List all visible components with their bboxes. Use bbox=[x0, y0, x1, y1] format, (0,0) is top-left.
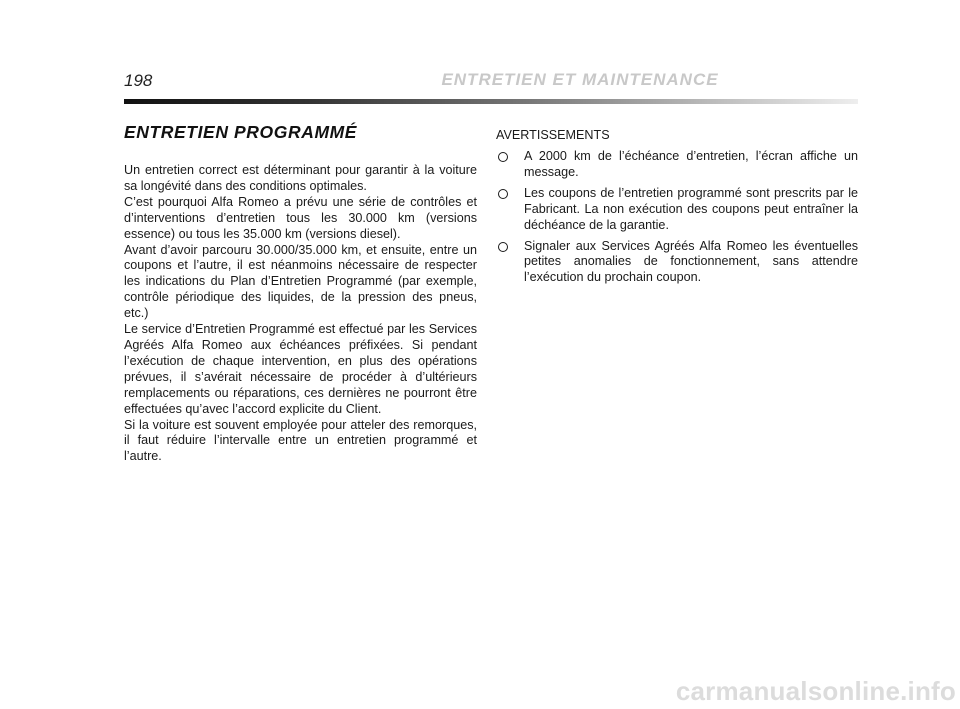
list-item bbox=[496, 149, 858, 181]
warning-text: Les coupons de l’entretien programmé sont prescrits par le Fabricant. La non exécution des coupons peut entraîner la déchéance de la garantie. bbox=[524, 185, 858, 232]
paragraph-3: Avant d’avoir parcouru 30.000/35.000 km, et ensuite, entre un coupons et l’autre, il est néanmoins nécessaire de respecter les indications du Plan d’Entretien Programmé (par exemple, contrôle périodique des liquides, de la pression des pneus, etc.) bbox=[124, 242, 477, 321]
paragraph-2: C’est pourquoi Alfa Romeo a prévu une série de contrôles et d’interventions d’entretien tous les 30.000 km (versions essence) ou tous les 35.000 km (versions diesel). bbox=[124, 194, 477, 241]
circle-bullet-icon bbox=[498, 242, 508, 252]
main-column bbox=[124, 122, 477, 465]
section-title: ENTRETIEN PROGRAMMÉ bbox=[124, 122, 358, 142]
paragraph-5: Si la voiture est souvent employée pour atteler des remorques, il faut réduire l’intervalle entre un entretien programmé et l’autre. bbox=[124, 417, 477, 464]
circle-bullet-icon bbox=[498, 152, 508, 162]
circle-bullet-icon bbox=[498, 189, 508, 199]
warning-text: A 2000 km de l’échéance d’entretien, l’écran affiche un message. bbox=[524, 149, 858, 179]
warnings-column bbox=[496, 127, 858, 291]
header-divider bbox=[124, 99, 858, 104]
body-text bbox=[124, 163, 477, 465]
warnings-list bbox=[496, 149, 858, 286]
page-number: 198 bbox=[124, 71, 153, 90]
watermark: carmanualsonline.info bbox=[675, 676, 956, 706]
list-item bbox=[496, 239, 858, 287]
warning-text: Signaler aux Services Agréés Alfa Romeo les éventuelles petites anomalies de fonctionnement, sans attendre l’exécution du prochain coupon. bbox=[524, 238, 858, 285]
running-header-title: ENTRETIEN ET MAINTENANCE bbox=[441, 70, 719, 89]
warnings-heading: AVERTISSEMENTS bbox=[496, 128, 610, 142]
paragraph-1: Un entretien correct est déterminant pour garantir à la voiture sa longévité dans des conditions optimales. bbox=[124, 163, 477, 193]
list-item bbox=[496, 186, 858, 234]
paragraph-4: Le service d’Entretien Programmé est effectué par les Services Agréés Alfa Romeo aux échéances préfixées. Si pendant l’exécution de chaque intervention, en plus des opérations prévues, il s’avérait nécessaire de procéder à d’ultérieurs remplacements ou réparations, ces dernières ne pourront être effectuées qu’avec l’accord explicite du Client. bbox=[124, 322, 477, 416]
